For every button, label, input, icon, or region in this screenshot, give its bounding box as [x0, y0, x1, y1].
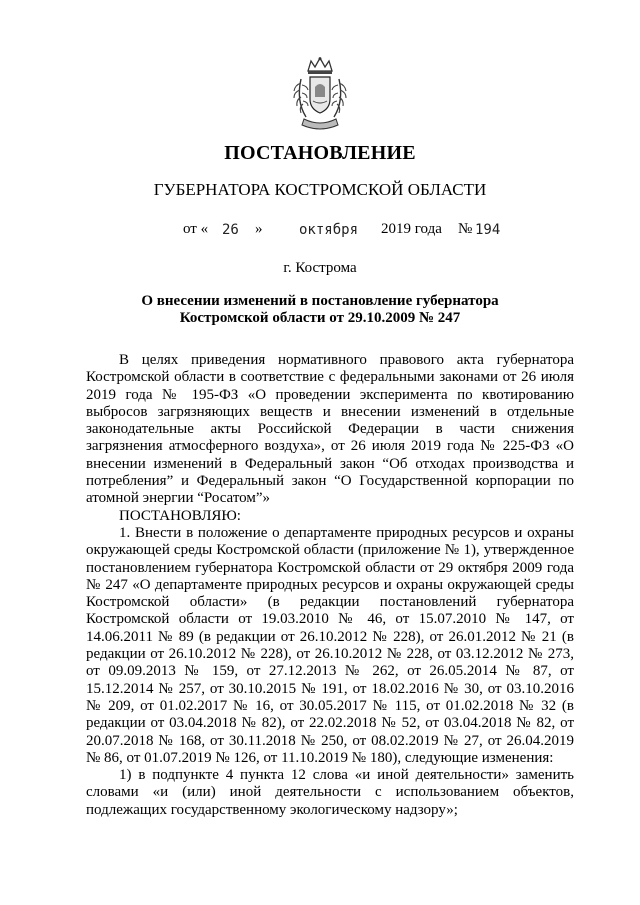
- document-type-title: ПОСТАНОВЛЕНИЕ: [224, 142, 416, 164]
- date-month: октября: [299, 222, 359, 238]
- document-number: 194: [475, 222, 501, 238]
- decree-word: ПОСТАНОВЛЯЮ:: [119, 507, 241, 524]
- date-year: 2019 года: [381, 221, 442, 237]
- date-day: 26: [222, 222, 239, 238]
- date-line: [0, 221, 640, 243]
- coat-of-arms-icon: [291, 57, 349, 133]
- preamble-paragraph: В целях приведения нормативного правового акта губернатора Костромской области в соответствие с федеральными законами от 26 июля 2019 года № 195-ФЗ «О проведении эксперимента по квотированию выбросов загрязняющих веществ и внесении изменений в отдельные законодательные акты Российской Федерации в части снижения загрязнения атмосферного воздуха», от 26 июля 2019 года № 225-ФЗ «О внесении изменений в Федеральный закон “Об отходах производства и потребления” и Федеральный закон “О Государственной корпорации по атомной энергии “Росатом”»: [86, 352, 574, 507]
- issuer-subtitle: ГУБЕРНАТОРА КОСТРОМСКОЙ ОБЛАСТИ: [153, 180, 487, 199]
- item-1-paragraph: 1. Внести в положение о департаменте природных ресурсов и охраны окружающей среды Костромской области (приложение № 1), утвержденное постановлением губернатора Костромской области от 29 октября 2009 года № 247 «О департаменте природных ресурсов и охраны окружающей среды Костромской области» (в редакции постановлений губернатора Костромской области от 19.03.2010 № 46, от 15.07.2010 № 147, от 14.06.2011 № 89 (в редакции от 26.10.2012 № 228), от 26.01.2012 № 21 (в редакции от 26.10.2012 № 228), от 26.10.2012 № 228, от 03.12.2012 № 273, от 09.09.2013 № 159, от 27.12.2013 № 262, от 26.05.2014 № 87, от 15.12.2014 № 257, от 30.10.2015 № 191, от 18.02.2016 № 30, от 03.10.2016 № 209, от 01.02.2017 № 16, от 30.05.2017 № 115, от 01.02.2018 № 32 (в редакции от 03.04.2018 № 82), от 22.02.2018 № 52, от 03.04.2018 № 82, от 20.07.2018 № 168, от 30.11.2018 № 250, от 08.02.2019 № 27, от 26.04.2019 № 86, от 01.07.2019 № 126, от 11.10.2019 № 180), следующие изменения:: [86, 524, 574, 766]
- subitem-1-paragraph: 1) в подпункте 4 пункта 12 слова «и иной деятельности» заменить словами «и (или) иной деятельности с использованием объектов, подлежащих государственному экологическому надзору»;: [86, 767, 574, 818]
- date-prefix: от «: [183, 221, 209, 237]
- document-body: [86, 352, 574, 819]
- city-of-issue: г. Кострома: [283, 260, 357, 276]
- number-label: №: [458, 221, 473, 237]
- date-quote-close: »: [255, 221, 263, 237]
- document-heading: О внесении изменений в постановление губернатора Костромской области от 29.10.2009 № 247: [141, 293, 499, 326]
